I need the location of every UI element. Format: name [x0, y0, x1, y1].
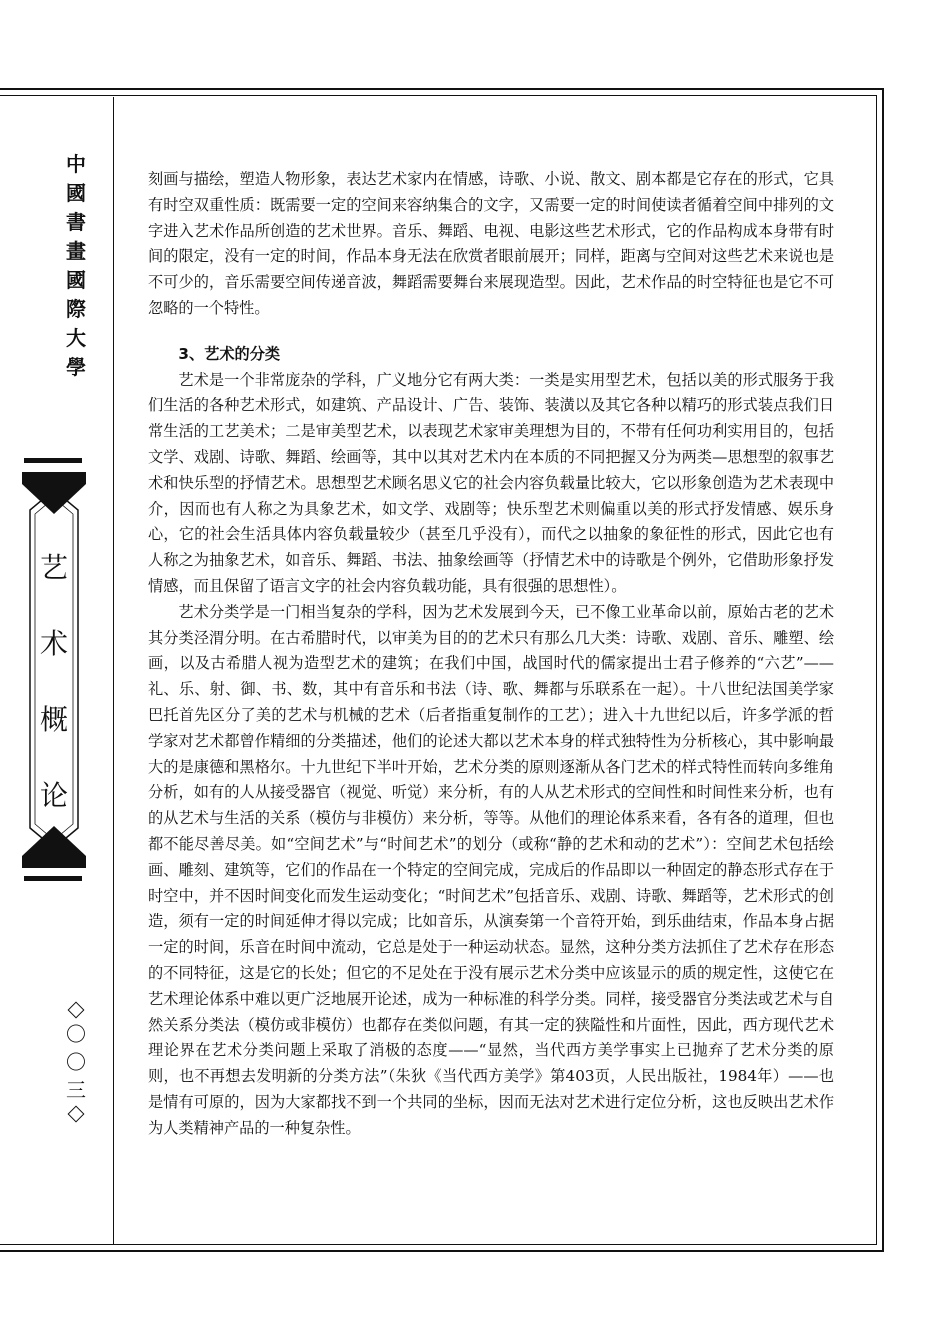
frame-top-inner-border: [0, 95, 876, 96]
university-char: 中: [66, 152, 86, 176]
banner-bottom-bar: [24, 876, 82, 881]
frame-right-inner-border: [876, 95, 877, 1245]
page-number: [60, 1000, 92, 1124]
university-char: 學: [66, 355, 86, 379]
page-number-char: 〇: [66, 1050, 86, 1074]
sidebar-divider: [113, 97, 114, 1244]
diamond-icon: [68, 1002, 85, 1019]
university-char: 書: [66, 210, 86, 234]
university-char: 國: [66, 268, 86, 292]
frame-top-border: [0, 88, 884, 90]
frame-bottom-border: [0, 1250, 884, 1252]
university-char: 大: [66, 326, 86, 350]
frame-right-border: [882, 88, 884, 1252]
book-title-char: 术: [39, 627, 68, 660]
book-title-char: 论: [39, 779, 68, 812]
paragraph: 刻画与描绘，塑造人物形象，表达艺术家内在情感，诗歌、小说、散文、剧本都是它存在的形式，它具有时空双重性质：既需要一定的空间来容纳集合的文字，又需要一定的时间使读者循着空间中排列的文字进入艺术作品所创造的艺术世界。音乐、舞蹈、电视、电影这些艺术形式，它的作品构成本身带有时间的限定，没有一定的时间，作品本身无法在欣赏者眼前展开；同样，距离与空间对这些艺术来说也是不可少的，音乐需要空间传递音波，舞蹈需要舞台来展现造型。因此，艺术作品的时空特征也是它不可忽略的一个特性。: [148, 170, 834, 317]
university-char: 畫: [66, 239, 86, 263]
frame-bottom-inner-border: [0, 1244, 876, 1245]
paragraph: 艺术是一个非常庞杂的学科，广义地分它有两大类：一类是实用型艺术，包括以美的形式服务于我们生活的各种艺术形式，如建筑、产品设计、广告、装饰、装潢以及其它各种以精巧的形式装点我们日常生活的工艺美术；二是审美型艺术，以表现艺术家审美理想为目的，不带有任何功利实用目的，包括文学、戏剧、诗歌、舞蹈、绘画等，其中以其对艺术内在本质的不同把握又分为两类—思想型的叙事艺术和快乐型的抒情艺术。思想型艺术顾名思义它的社会内容负载量比较大，它以形象创造为艺术表现中介，因而也有人称之为具象艺术，如文学、戏剧等；快乐型艺术则偏重以美的形式抒发情感、娱乐身心，它的社会生活具体内容负载量较少（甚至几乎没有），而代之以抽象的象征性的形式，因此它也有人称之为抽象艺术，如音乐、舞蹈、书法、抽象绘画等（抒情艺术中的诗歌是个例外，它借助形象抒发情感，而且保留了语言文字的社会内容负载功能，具有很强的思想性）。: [148, 370, 834, 595]
university-name: [60, 150, 92, 382]
university-char: 際: [66, 297, 86, 321]
book-title-char: 概: [39, 703, 68, 736]
banner-top-bar: [24, 458, 82, 463]
book-title-char: 艺: [39, 551, 68, 584]
book-title: [18, 530, 90, 834]
page-number-char: 〇: [66, 1022, 86, 1046]
diamond-icon: [68, 1106, 85, 1123]
university-char: 國: [66, 181, 86, 205]
paragraph: 艺术分类学是一门相当复杂的学科，因为艺术发展到今天，已不像工业革命以前，原始古老的艺术其分类泾渭分明。在古希腊时代，以审美为目的的艺术只有那么几大类：诗歌、戏剧、音乐、雕塑、绘画，以及古希腊人视为造型艺术的建筑；在我们中国，战国时代的儒家提出士君子修养的“六艺”——礼、乐、射、御、书、数，其中有音乐和书法（诗、歌、舞都与乐联系在一起）。十八世纪法国美学家巴托首先区分了美的艺术与机械的艺术（后者指重复制作的工艺）；进入十九世纪以后，许多学派的哲学家对艺术都曾作精细的分类描述，他们的论述大都以艺术本身的样式独特性为分析核心，其中影响最大的是康德和黑格尔。十九世纪下半叶开始，艺术分类的原则逐渐从各门艺术的样式特性而转向多维角分析，如有的人从接受器官（视觉、听觉）来分析，有的人从艺术形式的空间性和时间性来分析，也有的从艺术与生活的关系（模仿与非模仿）来分析，等等。从他们的理论体系来看，各有各的道理，但也都不能尽善尽美。如“空间艺术”与“时间艺术”的划分（或称“静的艺术和动的艺术”）：空间艺术包括绘画、雕刻、建筑等，它们的作品在一个特定的空间完成，完成后的作品即以一种固定的静态形式存在于时空中，并不因时间变化而发生运动变化；“时间艺术”包括音乐、戏剧、诗歌、舞蹈等，艺术形式的创造，须有一定的时间延伸才得以完成；比如音乐，从演奏第一个音符开始，到乐曲结束，作品本身占据一定的时间，乐音在时间中流动，它总是处于一种运动状态。显然，这种分类方法抓住了艺术存在形态的不同特征，这是它的长处；但它的不足处在于没有展示艺术分类中应该显示的质的规定性，这使它在艺术理论体系中难以更广泛地展开论述，成为一种标准的科学分类。同样，接受器官分类法或艺术与自然关系分类法（模仿或非模仿）也都存在类似问题，有其一定的狭隘性和片面性，因此，西方现代艺术理论界在艺术分类问题上采取了消极的态度——“显然，当代西方美学事实上已抛弃了艺术分类的原则，也不再想去发明新的分类方法”（朱狄《当代西方美学》第403页，人民出版社，1984年）——也是情有可原的，因为大家都找不到一个共同的坐标，因而无法对艺术进行定位分析，这也反映出艺术作为人类精神产品的一种复杂性。: [148, 602, 834, 1137]
section-heading: 3、艺术的分类: [178, 344, 281, 363]
page-number-char: 三: [66, 1078, 86, 1102]
main-text: [148, 167, 834, 1141]
